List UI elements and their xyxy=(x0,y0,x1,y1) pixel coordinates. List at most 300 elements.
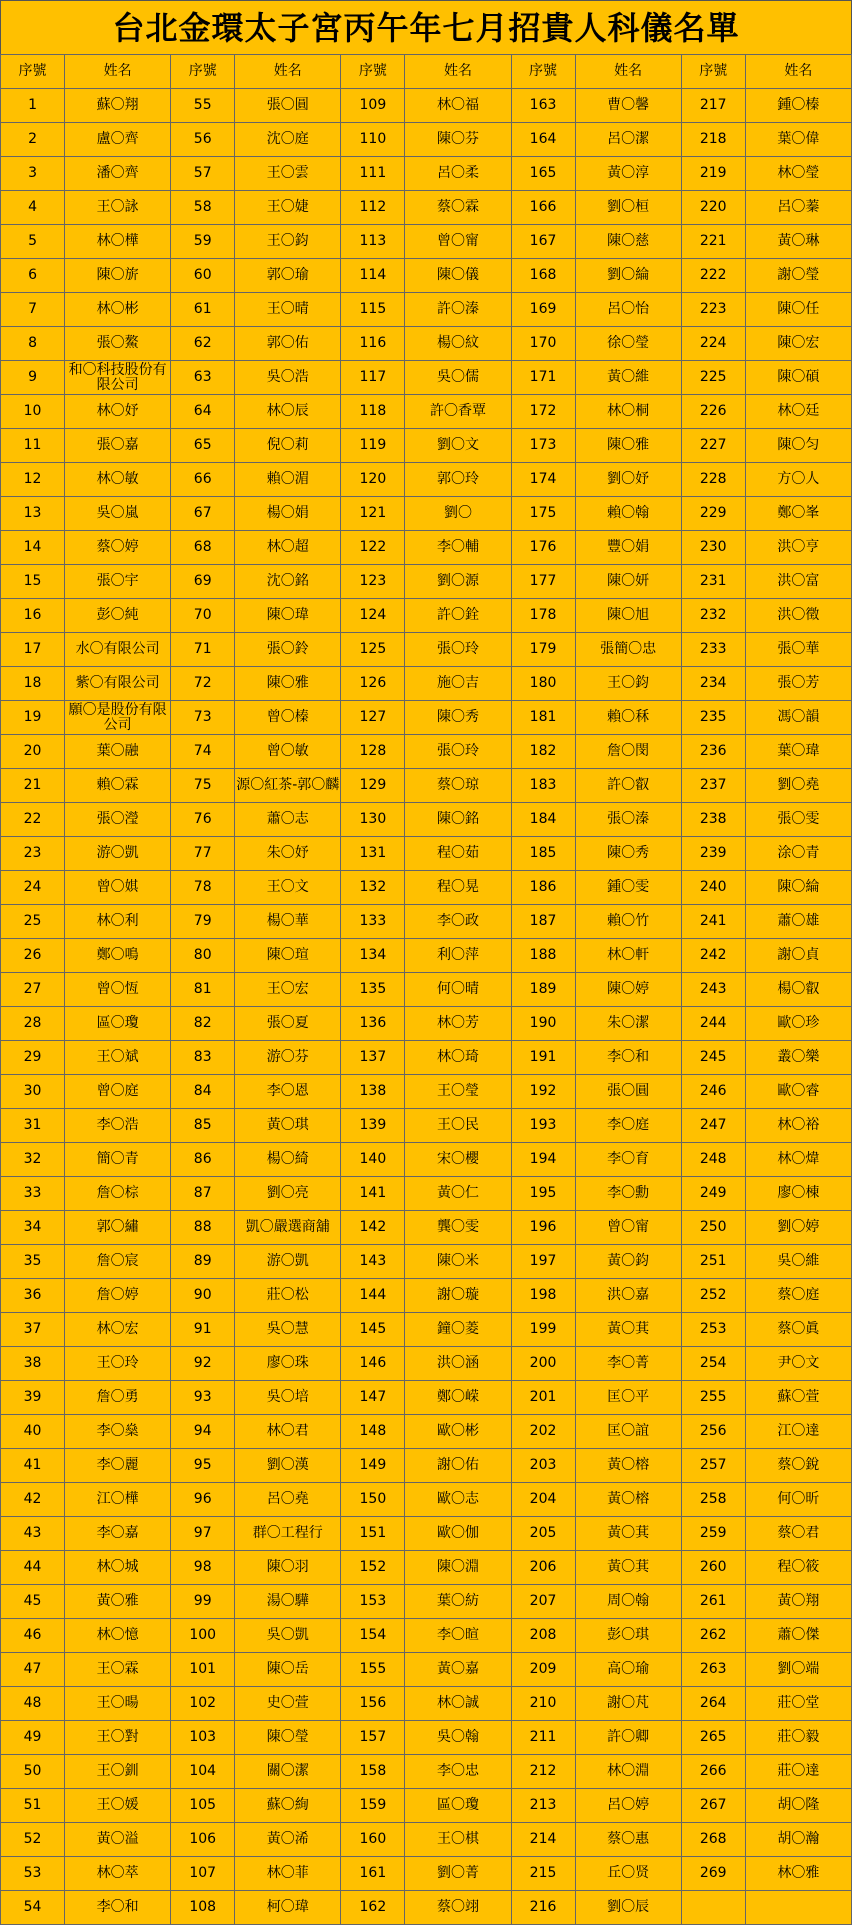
name-cell: 鄭〇鳴 xyxy=(65,939,171,973)
seq-cell: 64 xyxy=(171,395,235,429)
name-cell: 廖〇珠 xyxy=(235,1347,341,1381)
seq-cell: 104 xyxy=(171,1755,235,1789)
table-row xyxy=(1,1891,852,1925)
seq-cell: 151 xyxy=(341,1517,405,1551)
name-cell: 曾〇榛 xyxy=(235,701,341,735)
name-cell: 王〇暘 xyxy=(65,1687,171,1721)
table-row xyxy=(1,633,852,667)
seq-cell: 133 xyxy=(341,905,405,939)
name-cell: 吳〇浩 xyxy=(235,361,341,395)
seq-cell: 175 xyxy=(511,497,575,531)
name-cell: 林〇瑩 xyxy=(745,157,851,191)
seq-cell: 131 xyxy=(341,837,405,871)
seq-cell: 230 xyxy=(681,531,745,565)
name-cell: 張〇玲 xyxy=(405,735,511,769)
name-cell: 丘〇贤 xyxy=(575,1857,681,1891)
name-cell: 林〇辰 xyxy=(235,395,341,429)
name-cell: 紫〇有限公司 xyxy=(65,667,171,701)
name-cell: 彭〇琪 xyxy=(575,1619,681,1653)
seq-cell: 24 xyxy=(1,871,65,905)
seq-cell: 149 xyxy=(341,1449,405,1483)
seq-cell: 50 xyxy=(1,1755,65,1789)
name-cell: 劉〇 xyxy=(405,497,511,531)
name-cell: 李〇恩 xyxy=(235,1075,341,1109)
name-cell: 林〇利 xyxy=(65,905,171,939)
seq-cell: 170 xyxy=(511,327,575,361)
name-cell: 葉〇瑋 xyxy=(745,735,851,769)
name-cell: 陳〇芬 xyxy=(405,123,511,157)
seq-cell: 45 xyxy=(1,1585,65,1619)
seq-cell: 107 xyxy=(171,1857,235,1891)
name-cell: 簡〇青 xyxy=(65,1143,171,1177)
seq-cell: 172 xyxy=(511,395,575,429)
name-cell: 楊〇華 xyxy=(235,905,341,939)
name-cell: 曾〇敏 xyxy=(235,735,341,769)
seq-cell: 216 xyxy=(511,1891,575,1925)
seq-cell: 236 xyxy=(681,735,745,769)
seq-cell: 11 xyxy=(1,429,65,463)
seq-cell: 15 xyxy=(1,565,65,599)
name-cell: 黃〇雅 xyxy=(65,1585,171,1619)
name-cell: 劉〇文 xyxy=(405,429,511,463)
name-cell: 馮〇韻 xyxy=(745,701,851,735)
seq-cell: 254 xyxy=(681,1347,745,1381)
name-cell: 林〇憶 xyxy=(65,1619,171,1653)
seq-cell: 166 xyxy=(511,191,575,225)
name-cell: 盧〇齊 xyxy=(65,123,171,157)
seq-cell: 73 xyxy=(171,701,235,735)
seq-cell: 158 xyxy=(341,1755,405,1789)
name-cell: 楊〇綺 xyxy=(235,1143,341,1177)
seq-cell: 223 xyxy=(681,293,745,327)
name-cell: 胡〇隆 xyxy=(745,1789,851,1823)
seq-cell: 212 xyxy=(511,1755,575,1789)
seq-cell: 85 xyxy=(171,1109,235,1143)
seq-cell: 165 xyxy=(511,157,575,191)
name-cell: 陳〇岳 xyxy=(235,1653,341,1687)
seq-cell: 47 xyxy=(1,1653,65,1687)
name-cell: 吳〇嵐 xyxy=(65,497,171,531)
seq-cell: 18 xyxy=(1,667,65,701)
seq-cell: 253 xyxy=(681,1313,745,1347)
seq-cell: 28 xyxy=(1,1007,65,1041)
name-cell: 楊〇紋 xyxy=(405,327,511,361)
seq-cell: 20 xyxy=(1,735,65,769)
seq-cell: 197 xyxy=(511,1245,575,1279)
name-cell: 詹〇棕 xyxy=(65,1177,171,1211)
name-cell: 蘇〇萱 xyxy=(745,1381,851,1415)
seq-cell: 113 xyxy=(341,225,405,259)
seq-cell: 105 xyxy=(171,1789,235,1823)
seq-cell: 117 xyxy=(341,361,405,395)
seq-cell: 185 xyxy=(511,837,575,871)
seq-cell: 211 xyxy=(511,1721,575,1755)
seq-cell: 41 xyxy=(1,1449,65,1483)
seq-cell: 164 xyxy=(511,123,575,157)
name-cell: 吳〇凱 xyxy=(235,1619,341,1653)
name-cell: 莊〇松 xyxy=(235,1279,341,1313)
name-cell: 吳〇翰 xyxy=(405,1721,511,1755)
name-cell: 匡〇平 xyxy=(575,1381,681,1415)
name-cell: 朱〇潔 xyxy=(575,1007,681,1041)
seq-cell: 222 xyxy=(681,259,745,293)
seq-cell: 19 xyxy=(1,701,65,735)
seq-cell: 237 xyxy=(681,769,745,803)
name-cell: 謝〇璇 xyxy=(405,1279,511,1313)
name-cell: 劉〇亮 xyxy=(235,1177,341,1211)
name-cell: 李〇庭 xyxy=(575,1109,681,1143)
name-cell: 張〇宇 xyxy=(65,565,171,599)
name-cell: 林〇琦 xyxy=(405,1041,511,1075)
seq-cell: 35 xyxy=(1,1245,65,1279)
seq-cell: 130 xyxy=(341,803,405,837)
seq-cell: 231 xyxy=(681,565,745,599)
seq-cell: 52 xyxy=(1,1823,65,1857)
name-cell: 詹〇勇 xyxy=(65,1381,171,1415)
seq-cell: 248 xyxy=(681,1143,745,1177)
seq-cell: 155 xyxy=(341,1653,405,1687)
name-cell xyxy=(745,1891,851,1925)
name-cell: 游〇芬 xyxy=(235,1041,341,1075)
seq-cell: 142 xyxy=(341,1211,405,1245)
seq-cell: 140 xyxy=(341,1143,405,1177)
name-cell: 詹〇閔 xyxy=(575,735,681,769)
seq-cell: 202 xyxy=(511,1415,575,1449)
seq-cell: 13 xyxy=(1,497,65,531)
name-cell: 曾〇甯 xyxy=(405,225,511,259)
header-seq: 序號 xyxy=(341,55,405,89)
table-row xyxy=(1,463,852,497)
seq-cell: 12 xyxy=(1,463,65,497)
seq-cell: 257 xyxy=(681,1449,745,1483)
seq-cell: 238 xyxy=(681,803,745,837)
seq-cell: 196 xyxy=(511,1211,575,1245)
seq-cell: 181 xyxy=(511,701,575,735)
name-cell: 陳〇宏 xyxy=(745,327,851,361)
seq-cell: 143 xyxy=(341,1245,405,1279)
seq-cell: 269 xyxy=(681,1857,745,1891)
seq-cell: 57 xyxy=(171,157,235,191)
seq-cell: 186 xyxy=(511,871,575,905)
name-cell: 陳〇秀 xyxy=(575,837,681,871)
seq-cell: 9 xyxy=(1,361,65,395)
name-cell: 游〇凱 xyxy=(235,1245,341,1279)
name-cell: 蔡〇琼 xyxy=(405,769,511,803)
seq-cell: 214 xyxy=(511,1823,575,1857)
name-cell: 願〇是股份有限公司 xyxy=(65,701,171,735)
name-cell: 王〇雲 xyxy=(235,157,341,191)
name-cell: 吳〇儒 xyxy=(405,361,511,395)
seq-cell: 72 xyxy=(171,667,235,701)
table-row xyxy=(1,259,852,293)
seq-cell: 201 xyxy=(511,1381,575,1415)
seq-cell: 252 xyxy=(681,1279,745,1313)
name-cell: 許〇卿 xyxy=(575,1721,681,1755)
name-cell: 賴〇湄 xyxy=(235,463,341,497)
seq-cell: 171 xyxy=(511,361,575,395)
name-cell: 劉〇桓 xyxy=(575,191,681,225)
seq-cell: 239 xyxy=(681,837,745,871)
seq-cell: 63 xyxy=(171,361,235,395)
seq-cell: 246 xyxy=(681,1075,745,1109)
name-cell: 黃〇淳 xyxy=(575,157,681,191)
name-cell: 張〇鰲 xyxy=(65,327,171,361)
seq-cell: 256 xyxy=(681,1415,745,1449)
name-cell: 張〇嘉 xyxy=(65,429,171,463)
seq-cell: 127 xyxy=(341,701,405,735)
seq-cell: 177 xyxy=(511,565,575,599)
seq-cell: 234 xyxy=(681,667,745,701)
name-cell: 劉〇源 xyxy=(405,565,511,599)
seq-cell: 90 xyxy=(171,1279,235,1313)
seq-cell: 48 xyxy=(1,1687,65,1721)
seq-cell: 55 xyxy=(171,89,235,123)
name-cell: 林〇福 xyxy=(405,89,511,123)
seq-cell: 132 xyxy=(341,871,405,905)
seq-cell: 80 xyxy=(171,939,235,973)
seq-cell: 260 xyxy=(681,1551,745,1585)
table-row xyxy=(1,701,852,735)
seq-cell: 111 xyxy=(341,157,405,191)
seq-cell: 134 xyxy=(341,939,405,973)
seq-cell: 187 xyxy=(511,905,575,939)
seq-cell: 49 xyxy=(1,1721,65,1755)
seq-cell: 40 xyxy=(1,1415,65,1449)
name-cell: 宋〇櫻 xyxy=(405,1143,511,1177)
name-cell: 葉〇融 xyxy=(65,735,171,769)
name-cell: 林〇樺 xyxy=(65,225,171,259)
table-row xyxy=(1,1585,852,1619)
seq-cell: 203 xyxy=(511,1449,575,1483)
table-row xyxy=(1,905,852,939)
name-cell: 叢〇樂 xyxy=(745,1041,851,1075)
seq-cell: 267 xyxy=(681,1789,745,1823)
seq-cell: 98 xyxy=(171,1551,235,1585)
name-cell: 許〇叡 xyxy=(575,769,681,803)
name-cell: 蔡〇婷 xyxy=(65,531,171,565)
name-cell: 黃〇仁 xyxy=(405,1177,511,1211)
name-cell: 林〇桐 xyxy=(575,395,681,429)
table-row xyxy=(1,395,852,429)
name-cell: 吳〇維 xyxy=(745,1245,851,1279)
seq-cell: 137 xyxy=(341,1041,405,1075)
seq-cell: 99 xyxy=(171,1585,235,1619)
seq-cell: 94 xyxy=(171,1415,235,1449)
seq-cell: 138 xyxy=(341,1075,405,1109)
seq-cell: 152 xyxy=(341,1551,405,1585)
seq-cell: 180 xyxy=(511,667,575,701)
name-cell: 柯〇瑋 xyxy=(235,1891,341,1925)
name-cell: 林〇萃 xyxy=(65,1857,171,1891)
header-name: 姓名 xyxy=(405,55,511,89)
seq-cell: 5 xyxy=(1,225,65,259)
name-cell: 陳〇雅 xyxy=(235,667,341,701)
seq-cell: 204 xyxy=(511,1483,575,1517)
seq-cell: 75 xyxy=(171,769,235,803)
seq-cell: 135 xyxy=(341,973,405,1007)
name-cell: 許〇銓 xyxy=(405,599,511,633)
name-cell: 徐〇瑩 xyxy=(575,327,681,361)
seq-cell: 232 xyxy=(681,599,745,633)
table-row xyxy=(1,157,852,191)
name-cell: 蕭〇志 xyxy=(235,803,341,837)
name-cell: 葉〇偉 xyxy=(745,123,851,157)
name-cell: 許〇溱 xyxy=(405,293,511,327)
seq-cell: 262 xyxy=(681,1619,745,1653)
name-cell: 林〇宏 xyxy=(65,1313,171,1347)
seq-cell: 46 xyxy=(1,1619,65,1653)
name-cell: 陳〇婷 xyxy=(575,973,681,1007)
table-row xyxy=(1,1177,852,1211)
name-cell: 黃〇萁 xyxy=(575,1313,681,1347)
seq-cell: 74 xyxy=(171,735,235,769)
name-cell: 陳〇旂 xyxy=(65,259,171,293)
name-cell: 胡〇瀚 xyxy=(745,1823,851,1857)
name-cell: 史〇萱 xyxy=(235,1687,341,1721)
seq-cell: 145 xyxy=(341,1313,405,1347)
table-row xyxy=(1,837,852,871)
name-cell: 鍾〇雯 xyxy=(575,871,681,905)
name-cell: 呂〇婷 xyxy=(575,1789,681,1823)
seq-cell: 219 xyxy=(681,157,745,191)
table-row xyxy=(1,565,852,599)
name-cell: 蔡〇庭 xyxy=(745,1279,851,1313)
name-cell: 歐〇珍 xyxy=(745,1007,851,1041)
name-cell: 江〇樺 xyxy=(65,1483,171,1517)
name-cell: 吳〇培 xyxy=(235,1381,341,1415)
name-cell: 林〇淵 xyxy=(575,1755,681,1789)
seq-cell: 31 xyxy=(1,1109,65,1143)
seq-cell: 70 xyxy=(171,599,235,633)
seq-cell xyxy=(681,1891,745,1925)
name-cell: 尹〇文 xyxy=(745,1347,851,1381)
name-cell: 林〇芳 xyxy=(405,1007,511,1041)
name-cell: 林〇彬 xyxy=(65,293,171,327)
seq-cell: 247 xyxy=(681,1109,745,1143)
header-seq: 序號 xyxy=(1,55,65,89)
seq-cell: 161 xyxy=(341,1857,405,1891)
seq-cell: 250 xyxy=(681,1211,745,1245)
seq-cell: 66 xyxy=(171,463,235,497)
name-cell: 區〇瓊 xyxy=(405,1789,511,1823)
seq-cell: 208 xyxy=(511,1619,575,1653)
seq-cell: 184 xyxy=(511,803,575,837)
name-cell: 李〇浩 xyxy=(65,1109,171,1143)
seq-cell: 126 xyxy=(341,667,405,701)
name-cell: 何〇晴 xyxy=(405,973,511,1007)
seq-cell: 4 xyxy=(1,191,65,225)
name-cell: 何〇昕 xyxy=(745,1483,851,1517)
seq-cell: 215 xyxy=(511,1857,575,1891)
name-cell: 詹〇宸 xyxy=(65,1245,171,1279)
table-row xyxy=(1,1721,852,1755)
table-row xyxy=(1,735,852,769)
seq-cell: 39 xyxy=(1,1381,65,1415)
seq-cell: 227 xyxy=(681,429,745,463)
name-cell: 陳〇瑄 xyxy=(235,939,341,973)
name-cell: 李〇忠 xyxy=(405,1755,511,1789)
table-row xyxy=(1,667,852,701)
seq-cell: 59 xyxy=(171,225,235,259)
seq-cell: 213 xyxy=(511,1789,575,1823)
name-cell: 劉〇菁 xyxy=(405,1857,511,1891)
seq-cell: 43 xyxy=(1,1517,65,1551)
name-cell: 楊〇娟 xyxy=(235,497,341,531)
name-cell: 王〇民 xyxy=(405,1109,511,1143)
seq-cell: 56 xyxy=(171,123,235,157)
seq-cell: 241 xyxy=(681,905,745,939)
name-cell: 陳〇碩 xyxy=(745,361,851,395)
seq-cell: 119 xyxy=(341,429,405,463)
name-cell: 林〇敏 xyxy=(65,463,171,497)
name-cell: 詹〇婷 xyxy=(65,1279,171,1313)
name-cell: 黃〇維 xyxy=(575,361,681,395)
name-cell: 莊〇毅 xyxy=(745,1721,851,1755)
seq-cell: 26 xyxy=(1,939,65,973)
seq-cell: 83 xyxy=(171,1041,235,1075)
name-cell: 洪〇嘉 xyxy=(575,1279,681,1313)
name-cell: 蘇〇翔 xyxy=(65,89,171,123)
seq-cell: 115 xyxy=(341,293,405,327)
name-cell: 王〇鈞 xyxy=(235,225,341,259)
name-cell: 蕭〇傑 xyxy=(745,1619,851,1653)
name-cell: 呂〇堯 xyxy=(235,1483,341,1517)
name-cell: 朱〇妤 xyxy=(235,837,341,871)
name-cell: 蔡〇惠 xyxy=(575,1823,681,1857)
name-cell: 源〇紅茶-郭〇麟 xyxy=(235,769,341,803)
name-cell: 李〇嘉 xyxy=(65,1517,171,1551)
table-row xyxy=(1,1109,852,1143)
name-cell: 黃〇萁 xyxy=(575,1551,681,1585)
name-cell: 潘〇齊 xyxy=(65,157,171,191)
seq-cell: 218 xyxy=(681,123,745,157)
name-cell: 龔〇雯 xyxy=(405,1211,511,1245)
name-cell: 陳〇任 xyxy=(745,293,851,327)
table-row xyxy=(1,89,852,123)
seq-cell: 30 xyxy=(1,1075,65,1109)
name-cell: 王〇霖 xyxy=(65,1653,171,1687)
seq-cell: 106 xyxy=(171,1823,235,1857)
seq-cell: 79 xyxy=(171,905,235,939)
name-cell: 王〇宏 xyxy=(235,973,341,1007)
seq-cell: 243 xyxy=(681,973,745,1007)
name-cell: 張〇夏 xyxy=(235,1007,341,1041)
name-cell: 倪〇莉 xyxy=(235,429,341,463)
name-cell: 李〇麗 xyxy=(65,1449,171,1483)
name-cell: 賴〇秝 xyxy=(575,701,681,735)
name-cell: 林〇裕 xyxy=(745,1109,851,1143)
name-cell: 劉〇辰 xyxy=(575,1891,681,1925)
seq-cell: 144 xyxy=(341,1279,405,1313)
name-cell: 蔡〇翊 xyxy=(405,1891,511,1925)
header-seq: 序號 xyxy=(171,55,235,89)
seq-cell: 29 xyxy=(1,1041,65,1075)
name-cell: 張簡〇忠 xyxy=(575,633,681,667)
seq-cell: 173 xyxy=(511,429,575,463)
name-cell: 王〇棋 xyxy=(405,1823,511,1857)
name-cell: 王〇瑩 xyxy=(405,1075,511,1109)
name-cell: 洪〇富 xyxy=(745,565,851,599)
seq-cell: 221 xyxy=(681,225,745,259)
seq-cell: 54 xyxy=(1,1891,65,1925)
seq-cell: 244 xyxy=(681,1007,745,1041)
name-cell: 呂〇怡 xyxy=(575,293,681,327)
name-cell: 關〇潔 xyxy=(235,1755,341,1789)
seq-cell: 97 xyxy=(171,1517,235,1551)
table-header-row xyxy=(1,55,852,89)
seq-cell: 249 xyxy=(681,1177,745,1211)
seq-cell: 34 xyxy=(1,1211,65,1245)
